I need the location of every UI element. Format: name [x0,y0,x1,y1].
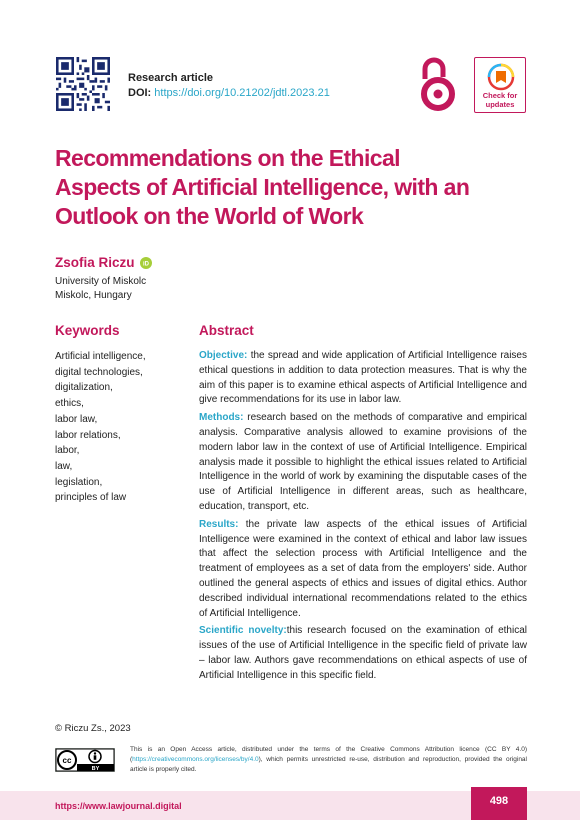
abstract-text: the private law aspects of the ethical issues of Artificial Intelligence were examined in the context of ethical and labor law issues that affect the selection process with Artificial Intelligence and the treatment of employees as a set of data from the employers' side. Author outlined the general aspects of ethics and issues of digital ethics. Author described individual international recommendations related to the ethics of Artificial Intelligence. [199,518,527,619]
keyword-item: digital technologies, [55,366,143,378]
cc-by-license-icon[interactable] [55,748,115,772]
license-text-pre: This is an Open Access article, distributed under the terms of the Creative Commons Attribution licence (CC BY 4.0) ( [130,746,527,763]
check-for-updates-label: Check for updates [482,91,518,109]
license-link[interactable]: https://creativecommons.org/licenses/by/4.0 [132,755,259,763]
affiliation [55,275,146,302]
abstract-text: research based on the methods of comparative and empirical analysis. Comparative analysis allowed to examine provisions of the modern labor law in the context of use of Artificial Intelligence. Empirical analysis made it possible to highlight the ethical issues related to Artificial Intelligence in the world of work by examining the disputable cases of the use of Artificial Intelligence in different areas, such as healthcare, education, transport, etc. [199,412,527,512]
svg-text:iD: iD [142,260,149,267]
qr-code-icon[interactable] [56,57,110,111]
affiliation-line: University of Miskolc [55,276,147,287]
check-for-updates-badge[interactable] [474,57,526,113]
doi-link[interactable]: https://doi.org/10.21202/jdtl.2023.21 [154,87,330,99]
orcid-icon[interactable] [140,257,152,269]
keyword-item: Artificial intelligence, [55,351,146,362]
page-number-box [471,787,527,820]
keyword-item: labor law, [55,413,98,425]
check-for-updates-icon [487,63,515,91]
article-type: Research article [128,72,213,84]
author-line [55,255,152,270]
abstract-heading: Abstract [199,323,254,338]
copyright-notice: © Riczu Zs., 2023 [55,723,131,734]
keyword-item: labor, [55,445,80,457]
abstract-body [199,349,527,687]
cc-by-label: BY [91,766,100,772]
abstract-text: the spread and wide application of Artificial Intelligence raises ethical questions in addition to data protection measures. That is why the aim of this paper is to examine ethical aspects of Artificial Intelligence and give recommendations for its use in labor law. [199,350,527,406]
svg-text:cc: cc [62,756,72,765]
open-access-icon[interactable] [419,55,457,113]
abstract-methods [199,411,527,515]
keyword-item: ethics, [55,398,84,410]
keywords-heading: Keywords [55,323,120,338]
affiliation-line: Miskolc, Hungary [55,289,132,301]
abstract-label: Methods: [199,412,244,424]
abstract-label: Objective: [199,350,248,361]
license-text-post: ), which permits unrestricted re-use, distribution and reproduction, provided the original article is properly cited. [130,755,527,773]
abstract-novelty [199,624,527,683]
keyword-item: legislation, [55,476,103,488]
abstract-objective [199,349,527,408]
abstract-results [199,518,527,622]
keywords-list [55,349,146,506]
article-header [128,71,330,101]
article-title: Recommendations on the Ethical Aspects of Artificial Intelligence, with an Outlook on the World of Work [55,145,470,229]
page-number: 498 [489,795,509,807]
abstract-text: this research focused on the examination of ethical issues of the use of Artificial Intelligence in the specific field of private law – labor law. Authors gave recommendations on ethical aspects of use of Artificial Intelligence in this specific field. [199,625,528,681]
author-name: Zsofia Riczu [55,255,135,270]
abstract-label: Results: [199,518,239,530]
abstract-label: Scientific novelty: [199,625,287,637]
license-text [130,745,527,774]
keyword-item: digitalization, [55,382,113,394]
keyword-item: law, [55,460,73,472]
keyword-item: labor relations, [55,429,121,441]
keyword-item: principles of law [55,492,127,504]
doi-label: DOI: [128,87,152,99]
journal-url[interactable]: https://www.lawjournal.digital [55,801,182,811]
